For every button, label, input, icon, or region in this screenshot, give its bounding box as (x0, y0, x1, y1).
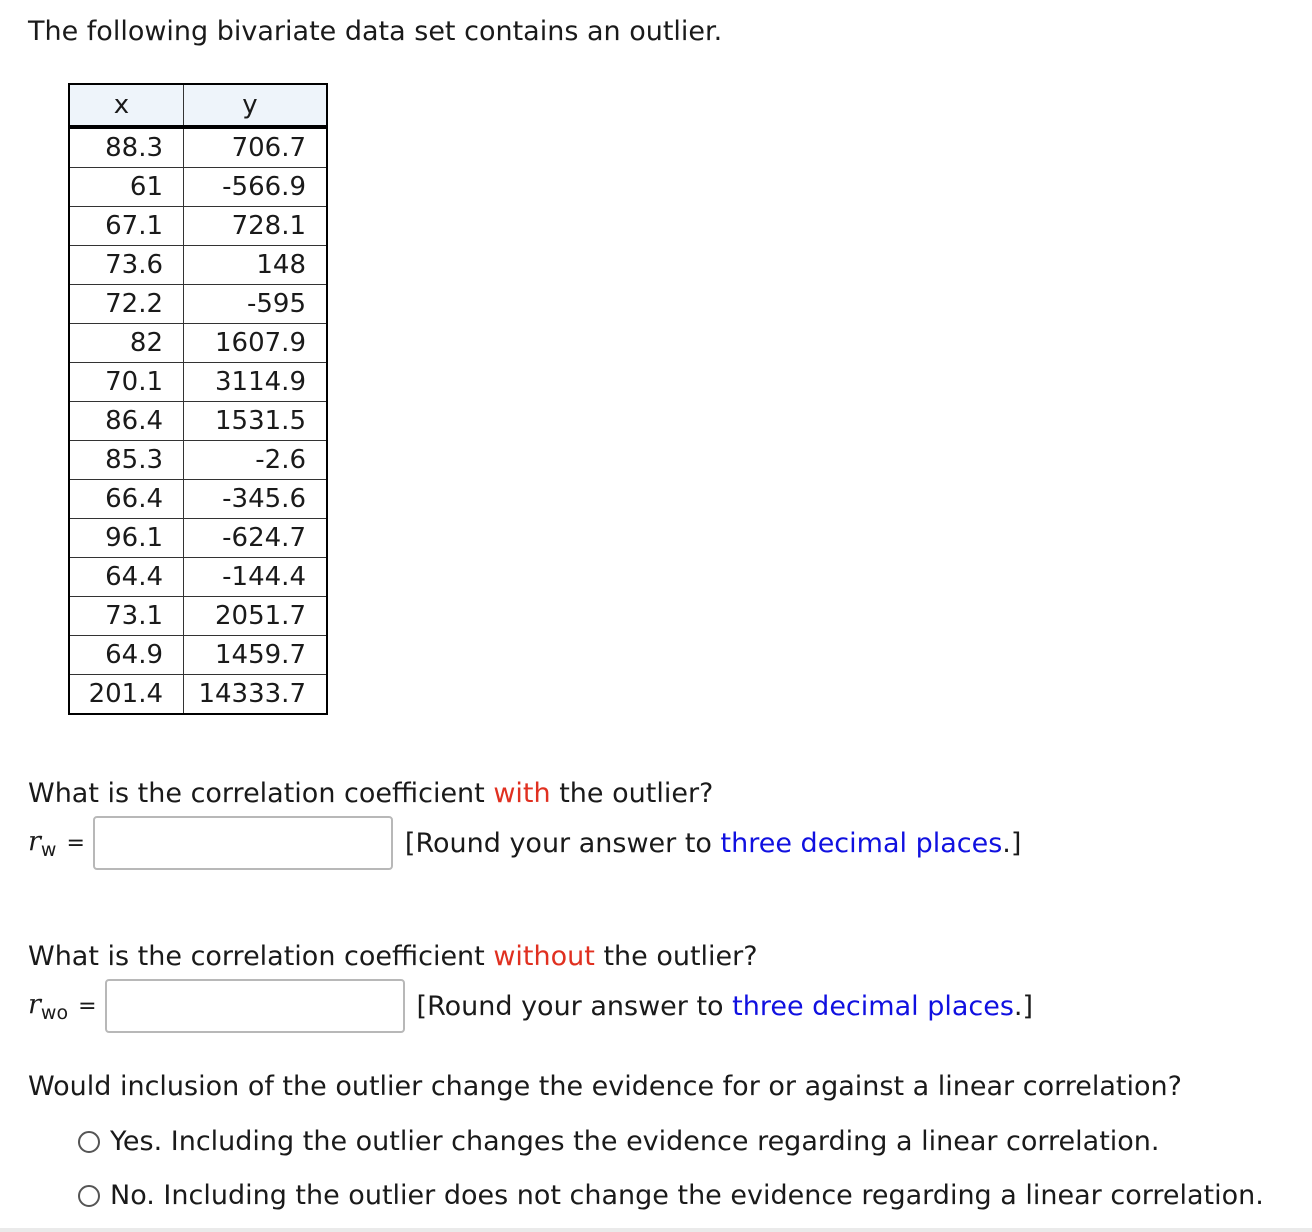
table-row (69, 675, 327, 715)
rwo-answer-input[interactable] (105, 979, 405, 1033)
y-cell: -2.6 (184, 441, 328, 480)
x-cell: 67.1 (69, 207, 184, 246)
x-cell: 73.1 (69, 597, 184, 636)
rw-answer-input[interactable] (93, 816, 393, 870)
table-row (69, 324, 327, 363)
y-cell: -345.6 (184, 480, 328, 519)
x-cell: 72.2 (69, 285, 184, 324)
r-with-label: $r_w$ (28, 825, 57, 861)
radio-no[interactable] (78, 1185, 100, 1207)
answer-row-rw (28, 814, 1021, 872)
y-cell: 1607.9 (184, 324, 328, 363)
x-cell: 66.4 (69, 480, 184, 519)
question-text: the outlier? (550, 778, 714, 809)
table-row (69, 246, 327, 285)
y-cell: -624.7 (184, 519, 328, 558)
table-row (69, 441, 327, 480)
table-row (69, 402, 327, 441)
question-without-outlier (28, 941, 758, 972)
y-cell: -566.9 (184, 168, 328, 207)
question-text: the outlier? (594, 941, 758, 972)
bottom-divider (0, 1228, 1312, 1232)
y-cell: 14333.7 (184, 675, 328, 715)
data-table (68, 83, 328, 715)
x-cell: 86.4 (69, 402, 184, 441)
table-row (69, 597, 327, 636)
x-cell: 88.3 (69, 127, 184, 168)
y-cell: 728.1 (184, 207, 328, 246)
rounding-hint: [Round your answer to three decimal places.] (416, 990, 1034, 1022)
x-cell: 70.1 (69, 363, 184, 402)
x-cell: 201.4 (69, 675, 184, 715)
x-cell: 96.1 (69, 519, 184, 558)
emphasis-without: without (493, 941, 595, 972)
question-with-outlier (28, 778, 713, 809)
table-row (69, 363, 327, 402)
question-evidence: Would inclusion of the outlier change the evidence for or against a linear correlation? (28, 1071, 1182, 1102)
x-cell: 64.9 (69, 636, 184, 675)
radio-yes[interactable] (78, 1131, 100, 1153)
y-cell: 1531.5 (184, 402, 328, 441)
table-row (69, 480, 327, 519)
y-cell: 2051.7 (184, 597, 328, 636)
option-yes-label: Yes. Including the outlier changes the evidence regarding a linear correlation. (110, 1126, 1160, 1157)
intro-text: The following bivariate data set contains an outlier. (28, 16, 723, 47)
column-header-y: y (184, 84, 328, 127)
table-row (69, 207, 327, 246)
table-row (69, 285, 327, 324)
table-row (69, 558, 327, 597)
y-cell: 706.7 (184, 127, 328, 168)
emphasis-with: with (493, 778, 551, 809)
option-yes[interactable] (78, 1126, 1160, 1157)
r-without-label: $r_{wo}$ (28, 988, 69, 1024)
y-cell: 3114.9 (184, 363, 328, 402)
answer-row-rwo (28, 977, 1033, 1035)
rounding-hint: [Round your answer to three decimal places.] (404, 827, 1022, 859)
table-header-row (69, 84, 327, 127)
option-no-label: No. Including the outlier does not change the evidence regarding a linear correlation. (110, 1180, 1264, 1211)
y-cell: 148 (184, 246, 328, 285)
equals-sign: = (66, 830, 85, 856)
x-cell: 61 (69, 168, 184, 207)
table-row (69, 168, 327, 207)
equals-sign: = (78, 993, 97, 1019)
x-cell: 82 (69, 324, 184, 363)
question-text: What is the correlation coefficient (28, 941, 494, 972)
table-row (69, 636, 327, 675)
column-header-x: x (69, 84, 184, 127)
table-row (69, 127, 327, 168)
x-cell: 85.3 (69, 441, 184, 480)
y-cell: 1459.7 (184, 636, 328, 675)
option-no[interactable] (78, 1180, 1264, 1211)
y-cell: -595 (184, 285, 328, 324)
question-text: What is the correlation coefficient (28, 778, 494, 809)
x-cell: 64.4 (69, 558, 184, 597)
table-row (69, 519, 327, 558)
x-cell: 73.6 (69, 246, 184, 285)
y-cell: -144.4 (184, 558, 328, 597)
